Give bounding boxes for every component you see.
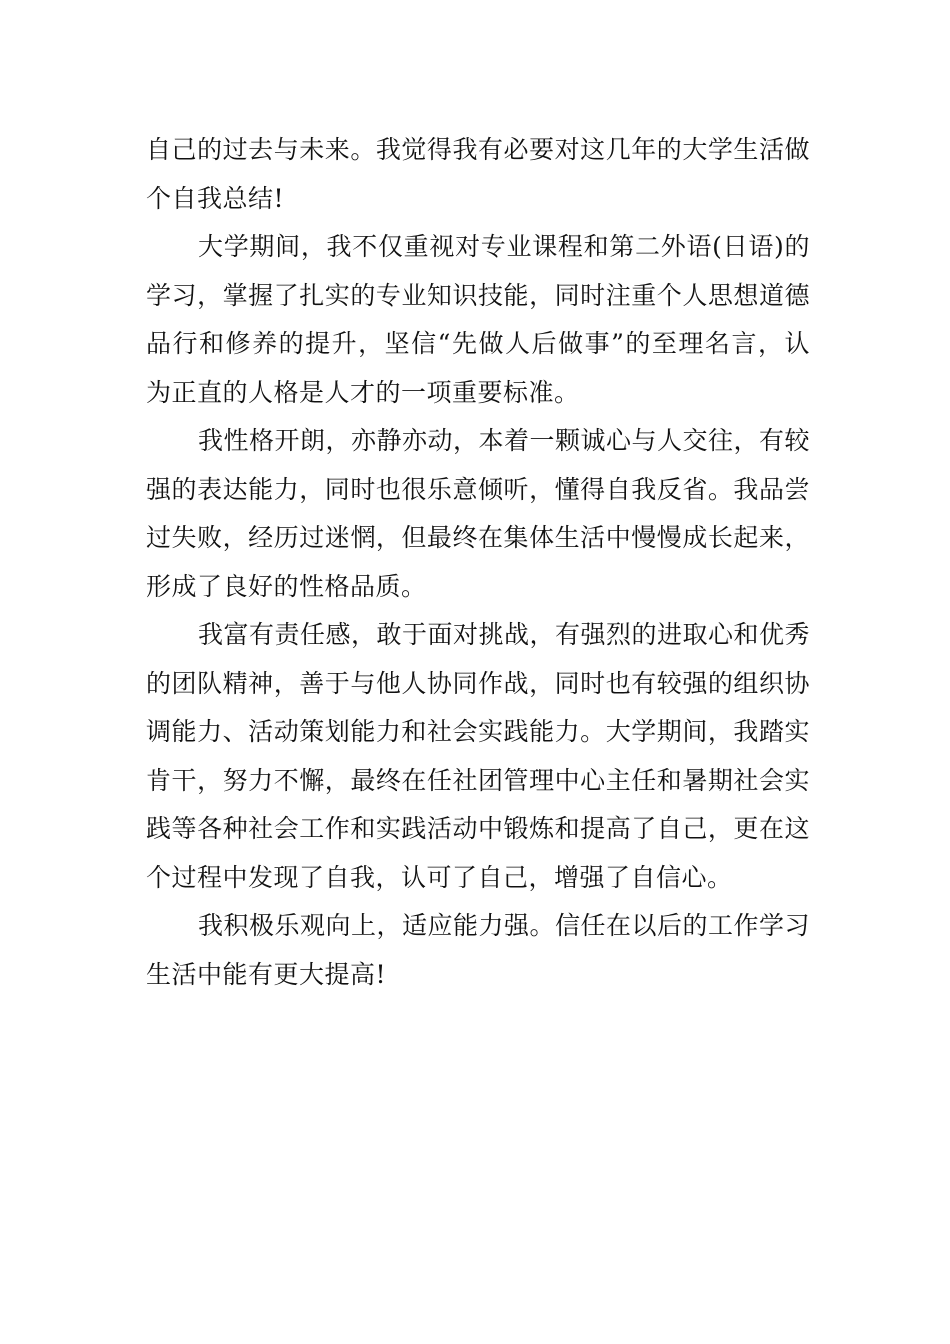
document-body xyxy=(146,126,810,999)
paragraph-4: 我富有责任感，敢于面对挑战，有强烈的进取心和优秀的团队精神，善于与他人协同作战，同时也有较强的组织协调能力、活动策划能力和社会实践能力。大学期间，我踏实肯干，努力不懈，最终在任社团管理中心主任和暑期社会实践等各种社会工作和实践活动中锻炼和提高了自己，更在这个过程中发现了自我，认可了自己，增强了自信心。 xyxy=(146,620,811,892)
paragraph-1: 自己的过去与未来。我觉得我有必要对这几年的大学生活做个自我总结! xyxy=(146,135,810,213)
paragraph-5: 我积极乐观向上，适应能力强。信任在以后的工作学习生活中能有更大提高! xyxy=(146,911,811,989)
paragraph-2: 大学期间，我不仅重视对专业课程和第二外语(日语)的学习，掌握了扎实的专业知识技能，同时注重个人思想道德品行和修养的提升，坚信“先做人后做事”的至理名言，认为正直的人格是人才的一项重要标准。 xyxy=(146,232,810,407)
paragraph-3: 我性格开朗，亦静亦动，本着一颗诚心与人交往，有较强的表达能力，同时也很乐意倾听，懂得自我反省。我品尝过失败，经历过迷惘，但最终在集体生活中慢慢成长起来，形成了良好的性格品质。 xyxy=(146,426,811,601)
